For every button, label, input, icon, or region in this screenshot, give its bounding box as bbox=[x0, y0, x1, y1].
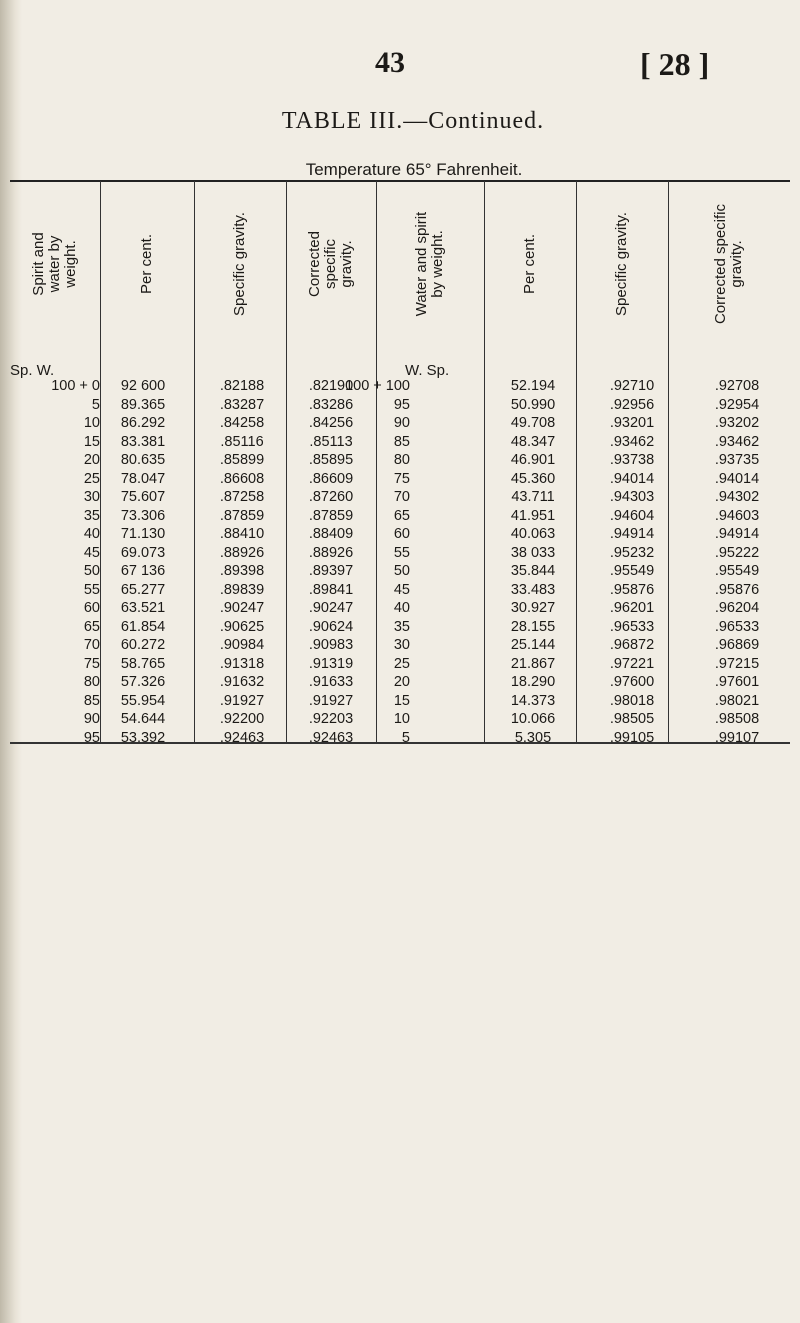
table-cell: .82190 bbox=[308, 378, 354, 394]
table-cell: .88926 bbox=[219, 544, 265, 561]
table-cell: .98018 bbox=[609, 692, 655, 709]
table-cell: 48.347 bbox=[510, 433, 556, 450]
table-cell: .90624 bbox=[308, 618, 354, 635]
table-cell: .89398 bbox=[219, 563, 265, 579]
table-cell: 35 bbox=[83, 507, 100, 524]
table-cell: 45 bbox=[393, 581, 410, 598]
table-cell: 67 136 bbox=[120, 563, 166, 579]
table-cell: .98505 bbox=[609, 711, 655, 727]
table-cell: .97221 bbox=[609, 655, 655, 672]
table-cell: .92203 bbox=[308, 711, 354, 727]
table-cell: 41.951 bbox=[510, 507, 556, 524]
table-cell: .89839 bbox=[219, 581, 265, 598]
table-row bbox=[10, 526, 790, 545]
table-cell: .94014 bbox=[609, 470, 655, 487]
table-cell: .93735 bbox=[714, 452, 760, 468]
table-cell: 20 bbox=[83, 452, 100, 468]
table-row bbox=[10, 563, 790, 582]
table-cell: .96204 bbox=[714, 600, 760, 616]
table-cell: 100 + 100 bbox=[345, 378, 410, 394]
table-cell: 55 bbox=[393, 544, 410, 561]
table-cell: 45.360 bbox=[510, 470, 556, 487]
table-cell: 80 bbox=[83, 674, 100, 690]
table-cell: 25 bbox=[393, 655, 410, 672]
table-cell: .86609 bbox=[308, 470, 354, 487]
table-cell: .87260 bbox=[308, 489, 354, 505]
table-cell: 50 bbox=[393, 563, 410, 579]
table-cell: .84258 bbox=[219, 415, 265, 431]
table-cell: .88410 bbox=[219, 526, 265, 542]
table-cell: .87859 bbox=[308, 507, 354, 524]
table-cell: .93201 bbox=[609, 415, 655, 431]
table-cell: .91319 bbox=[308, 655, 354, 672]
table-cell: 60 bbox=[393, 526, 410, 542]
table-cell: .94914 bbox=[714, 526, 760, 542]
header-per-cent-left: Per cent. bbox=[138, 233, 155, 295]
table-cell: .89397 bbox=[308, 563, 354, 579]
table-cell: 54.644 bbox=[120, 711, 166, 727]
table-cell: 73.306 bbox=[120, 507, 166, 524]
table-row bbox=[10, 730, 790, 749]
table-cell: 30 bbox=[393, 637, 410, 653]
table-cell: 75.607 bbox=[120, 489, 166, 505]
table-cell: .99107 bbox=[714, 729, 760, 746]
table-cell: .96872 bbox=[609, 637, 655, 653]
table-cell: 58.765 bbox=[120, 655, 166, 672]
table-cell: 50 bbox=[83, 563, 100, 579]
table-cell: 86.292 bbox=[120, 415, 166, 431]
table-cell: .94302 bbox=[714, 489, 760, 505]
table-cell: .82188 bbox=[219, 378, 265, 394]
header-per-cent-right: Per cent. bbox=[521, 233, 538, 295]
table-row bbox=[10, 545, 790, 564]
table-cell: .84256 bbox=[308, 415, 354, 431]
table-row bbox=[10, 600, 790, 619]
table-cell: .91927 bbox=[308, 692, 354, 709]
table-cell: .96869 bbox=[714, 637, 760, 653]
table-cell: .95549 bbox=[714, 563, 760, 579]
table-cell: 70 bbox=[393, 489, 410, 505]
table-row bbox=[10, 582, 790, 601]
table-cell: .96201 bbox=[609, 600, 655, 616]
table-cell: .95222 bbox=[714, 544, 760, 561]
table-cell: 65 bbox=[393, 507, 410, 524]
table-body bbox=[10, 378, 790, 748]
table-cell: 5.305 bbox=[514, 729, 552, 746]
table-row bbox=[10, 489, 790, 508]
table-cell: .98021 bbox=[714, 692, 760, 709]
table-cell: 35 bbox=[393, 618, 410, 635]
page-number: 43 bbox=[375, 46, 405, 79]
table-cell: .90625 bbox=[219, 618, 265, 635]
table-row bbox=[10, 434, 790, 453]
table-cell: .90984 bbox=[219, 637, 265, 653]
table-cell: 78.047 bbox=[120, 470, 166, 487]
table-cell: .95876 bbox=[609, 581, 655, 598]
table-cell: .97601 bbox=[714, 674, 760, 690]
table-cell: .98508 bbox=[714, 711, 760, 727]
table-cell: 10 bbox=[83, 415, 100, 431]
table-cell: .92710 bbox=[609, 378, 655, 394]
header-corrected-gravity-right: Corrected specific gravity. bbox=[712, 203, 745, 325]
table-cell: 100 + 0 bbox=[51, 378, 100, 394]
table-cell: 65 bbox=[83, 618, 100, 635]
table-cell: .89841 bbox=[308, 581, 354, 598]
table-cell: .97215 bbox=[714, 655, 760, 672]
table-cell: 35.844 bbox=[510, 563, 556, 579]
table-cell: .92463 bbox=[308, 729, 354, 746]
table-cell: 53.392 bbox=[120, 729, 166, 746]
table-cell: .91927 bbox=[219, 692, 265, 709]
table-cell: 5 bbox=[91, 396, 100, 413]
table-cell: .90247 bbox=[219, 600, 265, 616]
table-row bbox=[10, 508, 790, 527]
table-cell: 75 bbox=[393, 470, 410, 487]
table-cell: 95 bbox=[393, 396, 410, 413]
table-cell: 71.130 bbox=[120, 526, 166, 542]
table-cell: .88409 bbox=[308, 526, 354, 542]
table-row bbox=[10, 619, 790, 638]
table-cell: .85113 bbox=[309, 433, 353, 450]
table-cell: 15 bbox=[393, 692, 410, 709]
table-cell: .83286 bbox=[308, 396, 354, 413]
table-cell: 50.990 bbox=[510, 396, 556, 413]
table-cell: .92956 bbox=[609, 396, 655, 413]
table-cell: .85895 bbox=[308, 452, 354, 468]
table-row bbox=[10, 711, 790, 730]
table-cell: 57.326 bbox=[120, 674, 166, 690]
table-cell: 89.365 bbox=[120, 396, 166, 413]
table-cell: 60 bbox=[83, 600, 100, 616]
table-cell: 28.155 bbox=[510, 618, 556, 635]
table-cell: 25 bbox=[83, 470, 100, 487]
table-cell: .97600 bbox=[609, 674, 655, 690]
table-cell: .93462 bbox=[714, 433, 760, 450]
table-cell: 45 bbox=[83, 544, 100, 561]
table-top-rule bbox=[10, 180, 790, 182]
table-cell: .90983 bbox=[308, 637, 354, 653]
original-page-number: [ 28 ] bbox=[640, 46, 710, 82]
table-row bbox=[10, 397, 790, 416]
table-cell: .95232 bbox=[609, 544, 655, 561]
table-cell: 63.521 bbox=[120, 600, 166, 616]
table-cell: 18.290 bbox=[510, 674, 556, 690]
table-cell: 33.483 bbox=[510, 581, 556, 598]
table-cell: 49.708 bbox=[510, 415, 556, 431]
table-cell: .94914 bbox=[609, 526, 655, 542]
table-cell: .94014 bbox=[714, 470, 760, 487]
table-cell: .87258 bbox=[219, 489, 265, 505]
table-cell: .96533 bbox=[609, 618, 655, 635]
table-cell: 43.711 bbox=[511, 489, 555, 505]
table-cell: 60.272 bbox=[120, 637, 166, 653]
table-cell: 15 bbox=[83, 433, 100, 450]
table-cell: 95 bbox=[83, 729, 100, 746]
table-cell: 21.867 bbox=[510, 655, 556, 672]
table-row bbox=[10, 637, 790, 656]
table-cell: 80 bbox=[393, 452, 410, 468]
table-row bbox=[10, 378, 790, 397]
table-cell: .94604 bbox=[609, 507, 655, 524]
header-corrected-gravity-left: Corrected specific gravity. bbox=[306, 231, 355, 297]
table-row bbox=[10, 674, 790, 693]
table-cell: .95876 bbox=[714, 581, 760, 598]
table-title: TABLE III.—Continued. bbox=[281, 108, 545, 134]
table-cell: 46.901 bbox=[510, 452, 556, 468]
table-cell: 69.073 bbox=[120, 544, 166, 561]
table-cell: 80.635 bbox=[120, 452, 166, 468]
table-cell: 65.277 bbox=[120, 581, 166, 598]
table-cell: .83287 bbox=[219, 396, 265, 413]
subhead-sp-w: Sp. W. bbox=[10, 362, 55, 379]
table-cell: 90 bbox=[393, 415, 410, 431]
table-row bbox=[10, 693, 790, 712]
table-cell: 75 bbox=[83, 655, 100, 672]
table-cell: 40 bbox=[83, 526, 100, 542]
table-cell: .94303 bbox=[609, 489, 655, 505]
table-cell: 70 bbox=[83, 637, 100, 653]
table-cell: .94603 bbox=[714, 507, 760, 524]
table-cell: 85 bbox=[393, 433, 410, 450]
table-cell: .92954 bbox=[714, 396, 760, 413]
table-row bbox=[10, 415, 790, 434]
table-cell: 83.381 bbox=[120, 433, 166, 450]
table-cell: 40.063 bbox=[510, 526, 556, 542]
table-cell: 10 bbox=[393, 711, 410, 727]
table-cell: .92708 bbox=[714, 378, 760, 394]
table-cell: 40 bbox=[393, 600, 410, 616]
table-cell: .99105 bbox=[609, 729, 655, 746]
table-cell: .95549 bbox=[609, 563, 655, 579]
header-water-spirit: Water and spirit by weight. bbox=[413, 211, 446, 317]
table-cell: 38 033 bbox=[510, 544, 556, 561]
table-cell: 92 600 bbox=[120, 378, 166, 394]
table-cell: 55 bbox=[83, 581, 100, 598]
table-cell: .93738 bbox=[609, 452, 655, 468]
table-cell: .91633 bbox=[308, 674, 354, 690]
header-specific-gravity-right: Specific gravity. bbox=[613, 212, 630, 316]
table-cell: 90 bbox=[83, 711, 100, 727]
table-cell: 52.194 bbox=[510, 378, 556, 394]
table-cell: .85116 bbox=[220, 433, 264, 450]
table-row bbox=[10, 471, 790, 490]
subhead-w-sp: W. Sp. bbox=[405, 362, 450, 379]
table-row bbox=[10, 656, 790, 675]
header-spirit-water: Spirit and water by weight. bbox=[30, 232, 79, 296]
table-cell: .88926 bbox=[308, 544, 354, 561]
table-row bbox=[10, 452, 790, 471]
table-cell: 61.854 bbox=[120, 618, 166, 635]
table-cell: .91632 bbox=[219, 674, 265, 690]
table-cell: 5 bbox=[401, 729, 410, 746]
table-subtitle: Temperature 65° Fahrenheit. bbox=[305, 160, 523, 179]
table-cell: 85 bbox=[83, 692, 100, 709]
table-cell: .96533 bbox=[714, 618, 760, 635]
table-cell: 20 bbox=[393, 674, 410, 690]
table-cell: .87859 bbox=[219, 507, 265, 524]
header-specific-gravity-left: Specific gravity. bbox=[231, 212, 248, 316]
table-cell: .85899 bbox=[219, 452, 265, 468]
table-cell: .86608 bbox=[219, 470, 265, 487]
table-cell: 10.066 bbox=[510, 711, 556, 727]
table-cell: .91318 bbox=[219, 655, 265, 672]
table-cell: .90247 bbox=[308, 600, 354, 616]
table-cell: 55.954 bbox=[120, 692, 166, 709]
table-cell: .92200 bbox=[219, 711, 265, 727]
table-cell: 14.373 bbox=[510, 692, 556, 709]
table-cell: .93462 bbox=[609, 433, 655, 450]
table-cell: .93202 bbox=[714, 415, 760, 431]
table-cell: 30 bbox=[83, 489, 100, 505]
table-cell: 30.927 bbox=[510, 600, 556, 616]
table-cell: .92463 bbox=[219, 729, 265, 746]
table-cell: 25.144 bbox=[510, 637, 556, 653]
